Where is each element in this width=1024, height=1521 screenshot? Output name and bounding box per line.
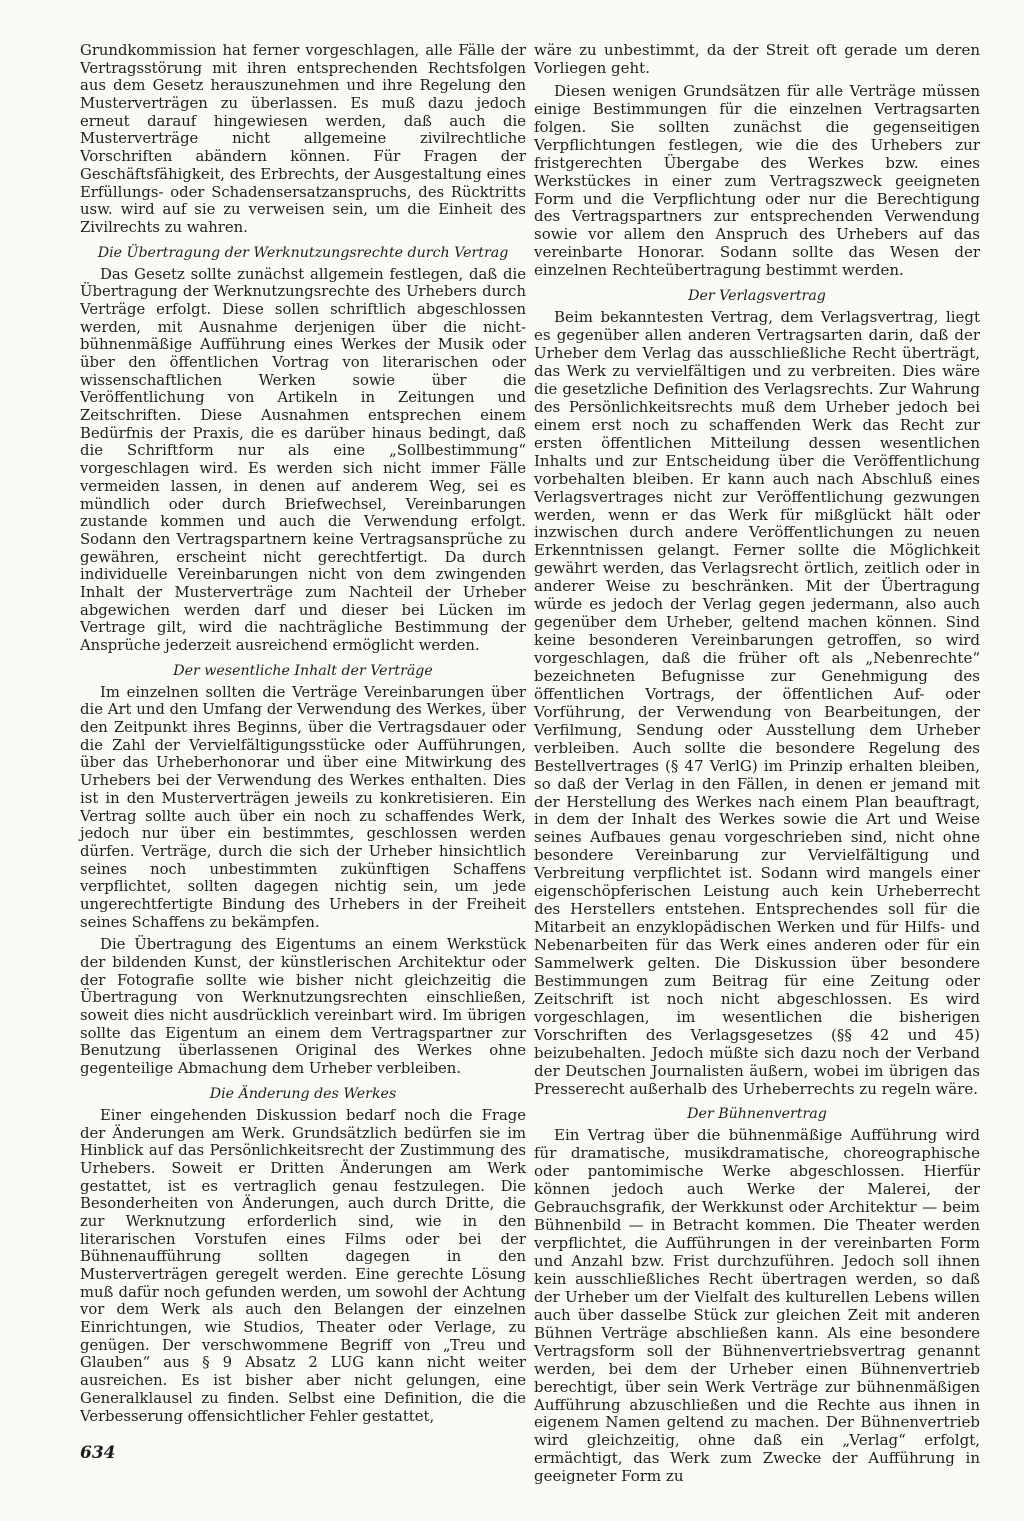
section-heading: Die Änderung des Werkes (209, 1085, 397, 1102)
section-heading: Der wesentliche Inhalt der Verträge (173, 662, 433, 679)
left-column (80, 42, 526, 1430)
paragraph: Beim bekanntesten Vertrag, dem Verlagsvertrag, liegt es gegenüber allen anderen Vertragsarten darin, daß der Urheber dem Verlag das ausschließliche Recht überträgt, das Werk zu vervielfältigen und zu verbreiten. Dies wäre die gesetzliche Definition des Verlagsrechts. Zur Wahrung des Persönlichkeitsrechts muß dem Urheber jedoch bei einem erst noch zu schaffenden Werk das Recht zur ersten öffentlichen Mitteilung dessen wesentlichen Inhalts und zur Entscheidung über die Veröffentlichung vorbehalten bleiben. Er kann auch nach Abschluß eines Verlagsvertrages nicht zur Veröffentlichung gezwungen werden, wenn er das Werk für mißglückt hält oder inzwischen durch andere Veröffentlichungen zu neuen Erkenntnissen gelangt. Ferner sollte die Möglichkeit gewährt werden, das Verlagsrecht örtlich, zeitlich oder in anderer Weise zu beschränken. Mit der Übertragung würde es jedoch der Verlag gegen jedermann, also auch gegenüber dem Urheber, geltend machen können. Sind keine besonderen Vereinbarungen getroffen, so wird vorgeschlagen, daß die früher oft als „Nebenrechte“ bezeichneten Befugnisse zur Genehmigung des öffentlichen Vortrags, der öffentlichen Auf- oder Vorführung, der Verwendung von Bearbeitungen, der Verfilmung, Sendung oder Ausstellung dem Urheber verbleiben. Auch sollte die besondere Regelung des Bestellvertrages (§ 47 VerlG) im Prinzip erhalten bleiben, so daß der Verlag in den Fällen, in denen er jemand mit der Herstellung des Werkes nach einem Plan beauftragt, in dem der Inhalt des Werkes sowie die Art und Weise seines Aufbaues genau vorgeschrieben sind, nicht ohne besondere Vereinbarung zur Vervielfältigung und Verbreitung verpflichtet ist. Sodann wird mangels einer eigenschöpferischen Leistung auch kein Urheberrecht des Herstellers entstehen. Entsprechendes soll für die Mitarbeit an enzyklopädischen Werken und für Hilfs- und Nebenarbeiten für das Werk eines anderen oder für ein Sammelwerk gelten. Die Diskussion über besondere Bestimmungen zum Beitrag für eine Zeitung oder Zeitschrift ist noch nicht abgeschlossen. Es wird vorgeschlagen, im wesentlichen die bisherigen Vorschriften des Verlagsgesetzes (§§ 42 und 45) beizubehalten. Jedoch müßte sich dazu noch der Verband der Deutschen Journalisten äußern, wobei im übrigen das Presserecht außerhalb des Urheberrechts zu regeln wäre. (534, 308, 980, 1098)
section-heading: Der Bühnenvertrag (687, 1106, 827, 1123)
paragraph: Einer eingehenden Diskussion bedarf noch die Frage der Änderungen am Werk. Grundsätzlich bedürfen sie im Hinblick auf das Persönlichkeitsrecht der Zustimmung des Urhebers. Soweit er Dritten Änderungen am Werk gestattet, ist es vertraglich genau festzulegen. Die Besonderheiten von Änderungen, auch durch Dritte, die zur Werknutzung erforderlich sind, wie in den literarischen Vorstufen eines Films oder bei der Bühnenaufführung sollten dagegen in den Musterverträgen geregelt werden. Eine gerechte Lösung muß dafür noch gefunden werden, um sowohl der Achtung vor dem Werk als auch den Belangen der einzelnen Einrichtungen, wie Studios, Theater oder Verlage, zu genügen. Der verschwommene Begriff von „Treu und Glauben“ aus § 9 Absatz 2 LUG kann nicht weiter ausreichen. Es ist bisher aber nicht gelungen, eine Generalklausel zu finden. Selbst eine Definition, die die Verbesserung offensichtlicher Fehler gestattet, (80, 1106, 526, 1425)
paragraph: Grundkommission hat ferner vorgeschlagen, alle Fälle der Vertragsstörung mit ihren entsprechenden Rechtsfolgen aus dem Gesetz herauszunehmen und ihre Regelung den Musterverträgen zu überlassen. Es muß dazu jedoch erneut darauf hingewiesen werden, daß auch die Musterverträge nicht allgemeine zivilrechtliche Vorschriften abändern können. Für Fragen der Geschäftsfähigkeit, des Erbrechts, der Ausgestaltung eines Erfüllungs- oder Schadensersatzanspruchs, des Rücktritts usw. wird auf sie zu verweisen sein, um die Einheit des Zivilrechts zu wahren. (80, 42, 526, 236)
paragraph: Ein Vertrag über die bühnenmäßige Aufführung wird für dramatische, musikdramatische, choreographische oder pantomimische Werke abgeschlossen. Hierfür können jedoch auch Werke der Malerei, der Gebrauchsgrafik, der Werkkunst oder Architektur — beim Bühnenbild — in Betracht kommen. Die Theater werden verpflichtet, die Aufführungen in der vereinbarten Form und Anzahl bzw. Frist durchzuführen. Jedoch soll ihnen kein ausschließliches Recht übertragen werden, so daß der Urheber um der Vielfalt des kulturellen Lebens willen auch über dasselbe Stück zur gleichen Zeit mit anderen Bühnen Verträge abschließen kann. Als eine besondere Vertragsform soll der Bühnenvertriebsvertrag genannt werden, bei dem der Urheber einen Bühnenvertrieb berechtigt, über sein Werk Verträge zur bühnenmäßigen Aufführung abzuschließen und die Rechte aus ihnen in eigenem Namen geltend zu machen. Der Bühnenvertrieb wird gleichzeitig, ohne daß ein „Verlag“ erfolgt, ermächtigt, das Werk zum Zwecke der Aufführung in geeigneter Form zu (534, 1126, 980, 1486)
section-heading: Die Übertragung der Werknutzungsrechte durch Vertrag (97, 244, 509, 261)
paragraph: Das Gesetz sollte zunächst allgemein festlegen, daß die Übertragung der Werknutzungsrechte des Urhebers durch Verträge erfolgt. Diese sollen schriftlich abgeschlossen werden, mit Ausnahme derjenigen über die nicht-bühnenmäßige Aufführung eines Werkes der Musik oder über den öffentlichen Vortrag von literarischen oder wissenschaftlichen Werken sowie über die Veröffentlichung von Artikeln in Zeitungen und Zeitschriften. Diese Ausnahmen entsprechen einem Bedürfnis der Praxis, die es darüber hinaus bedingt, daß die Schriftform nur als eine „Sollbestimmung“ vorgeschlagen wird. Es werden sich nicht immer Fälle vermeiden lassen, in denen auf anderem Weg, sei es mündlich oder durch Briefwechsel, Vereinbarungen zustande kommen und auch die Verwendung erfolgt. Sodann den Vertragspartnern keine Vertragsansprüche zu gewähren, erscheint nicht gerechtfertigt. Da durch individuelle Vereinbarungen nicht von dem zwingenden Inhalt der Musterverträge zum Nachteil der Urheber abgewichen werden darf und dieser bei Lücken im Vertrage gilt, wird die nachträgliche Bestimmung der Ansprüche jederzeit ausreichend ermöglicht werden. (80, 265, 526, 654)
paragraph: Diesen wenigen Grundsätzen für alle Verträge müssen einige Bestimmungen für die einzelnen Vertragsarten folgen. Sie sollten zunächst die gegenseitigen Verpflichtungen festlegen, wie die des Urhebers zur fristgerechten Übergabe des Werkes bzw. eines Werkstückes in einer zum Vertragszweck geeigneten Form und die Verpflichtung oder nur die Berechtigung des Vertragspartners zur entsprechenden Verwendung sowie vor allem den Anspruch des Urhebers auf das vereinbarte Honorar. Sodann sollte das Wesen der einzelnen Rechteübertragung bestimmt werden. (534, 81, 980, 280)
paragraph: Im einzelnen sollten die Verträge Vereinbarungen über die Art und den Umfang der Verwendung des Werkes, über den Zeitpunkt ihres Beginns, über die Vertragsdauer oder die Zahl der Vervielfältigungsstücke oder Aufführungen, über das Urheberhonorar und über eine Mitwirkung des Urhebers bei der Verwendung des Werkes enthalten. Dies ist in den Musterverträgen jeweils zu konkretisieren. Ein Vertrag sollte auch über ein noch zu schaffendes Werk, jedoch nur über ein bestimmtes, geschlossen werden dürfen. Verträge, durch die sich der Urheber hinsichtlich seines noch unbestimmten zukünftigen Schaffens verpflichtet, sollten dagegen nichtig sein, um jede ungerechtfertigte Bindung des Urhebers in der Freiheit seines Schaffens zu bekämpfen. (80, 683, 526, 931)
right-column (534, 42, 980, 1491)
section-heading: Der Verlagsvertrag (688, 288, 826, 305)
paragraph: wäre zu unbestimmt, da der Streit oft gerade um deren Vorliegen geht. (534, 41, 980, 77)
paragraph: Die Übertragung des Eigentums an einem Werkstück der bildenden Kunst, der künstlerischen Architektur oder der Fotografie sollte wie bisher nicht gleichzeitig die Übertragung von Werknutzungsrechten einschließen, soweit dies nicht ausdrücklich vereinbart wird. Im übrigen sollte das Eigentum an einem dem Vertragspartner zur Benutzung überlassenen Original des Werkes ohne gegenteilige Abmachung dem Urheber verbleiben. (80, 936, 526, 1078)
page-number: 634 (80, 1443, 116, 1463)
